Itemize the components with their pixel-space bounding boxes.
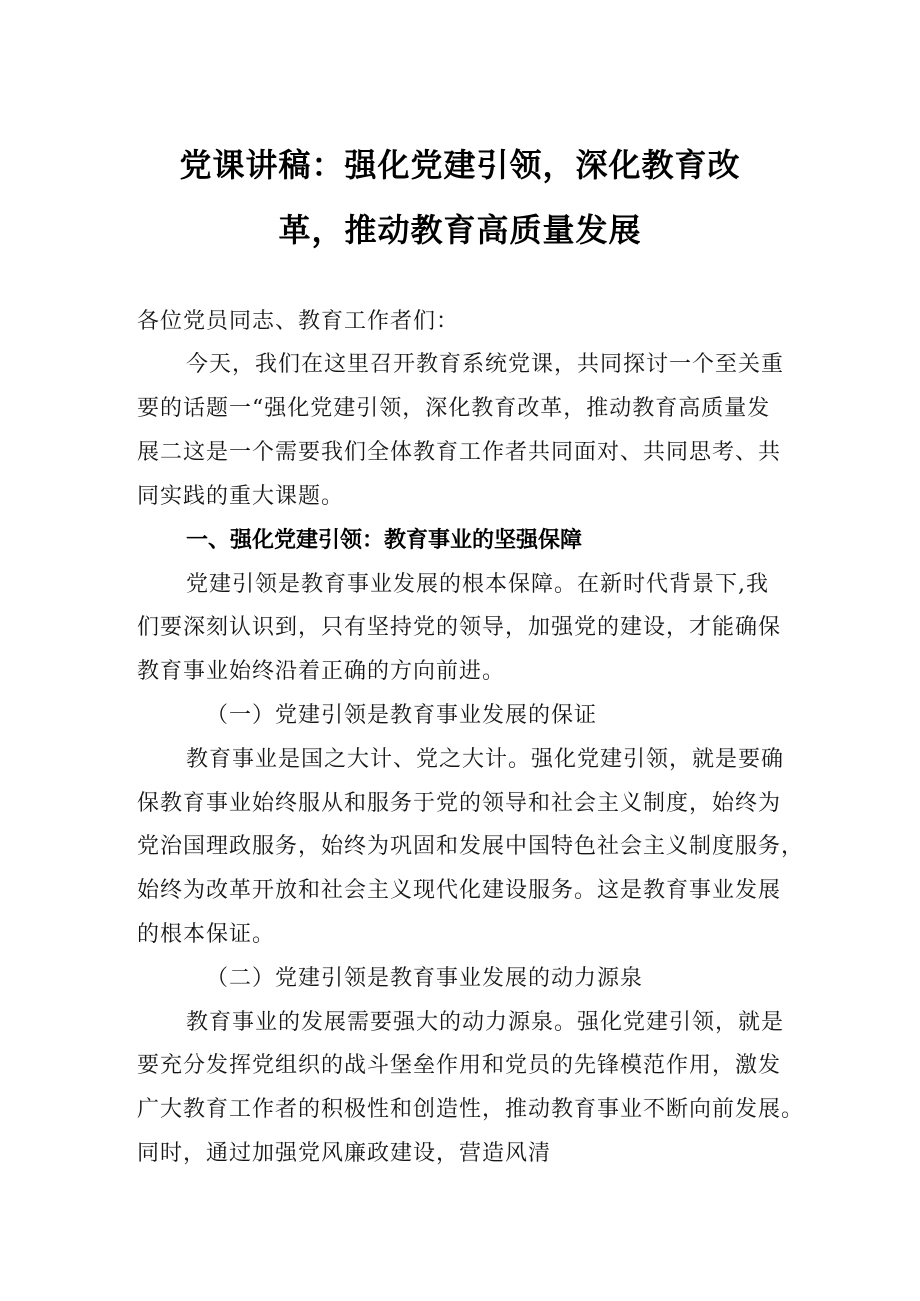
document-title-line-2: 革，推动教育高质量发展: [278, 211, 642, 249]
sub2-line-3: 广大教育工作者的积极性和创造性，推动教育事业不断向前发展。: [137, 1097, 805, 1122]
sub2-line-4: 同时，通过加强党风廉政建设，营造风清: [137, 1141, 552, 1166]
subsection-heading-1: （一）党建引领是教育事业发展的保证: [206, 703, 598, 728]
intro-line-1: 今天，我们在这里召开教育系统党课，共同探讨一个至关重: [186, 352, 785, 377]
section1-para-line-2: 们要深刻认识到，只有坚持党的领导，加强党的建设，才能确保: [137, 615, 782, 640]
sub1-line-2: 保教育事业始终服从和服务于党的领导和社会主义制度，始终为: [137, 791, 782, 816]
sub1-line-5: 的根本保证。: [137, 922, 276, 947]
sub1-line-1: 教育事业是国之大计、党之大计。强化党建引领，就是要确: [186, 747, 785, 772]
sub2-line-1: 教育事业的发展需要强大的动力源泉。强化党建引领，就是: [186, 1010, 785, 1035]
section1-para-line-3: 教育事业始终沿着正确的方向前进。: [137, 659, 506, 684]
intro-line-4: 同实践的重大课题。: [137, 484, 345, 509]
document-title-line-1: 党课讲稿：强化党建引领，深化教育改: [179, 146, 741, 184]
section-heading-1: 一、强化党建引领：教育事业的坚强保障: [186, 528, 583, 553]
intro-line-3: 展二这是一个需要我们全体教育工作者共同面对、共同思考、共: [137, 440, 782, 465]
sub1-line-3: 党治国理政服务，始终为巩固和发展中国特色社会主义制度服务，: [137, 834, 805, 859]
subsection-heading-2: （二）党建引领是教育事业发展的动力源泉: [206, 966, 644, 991]
intro-line-2: 要的话题一“强化党建引领，深化教育改革，推动教育高质量发: [137, 396, 771, 421]
salutation: 各位党员同志、教育工作者们：: [137, 309, 460, 334]
sub1-line-4: 始终为改革开放和社会主义现代化建设服务。这是教育事业发展: [137, 878, 782, 903]
section1-para-line-1: 党建引领是教育事业发展的根本保障。在新时代背景下,我: [186, 572, 769, 597]
sub2-line-2: 要充分发挥党组织的战斗堡垒作用和党员的先锋模范作用，激发: [137, 1053, 782, 1078]
